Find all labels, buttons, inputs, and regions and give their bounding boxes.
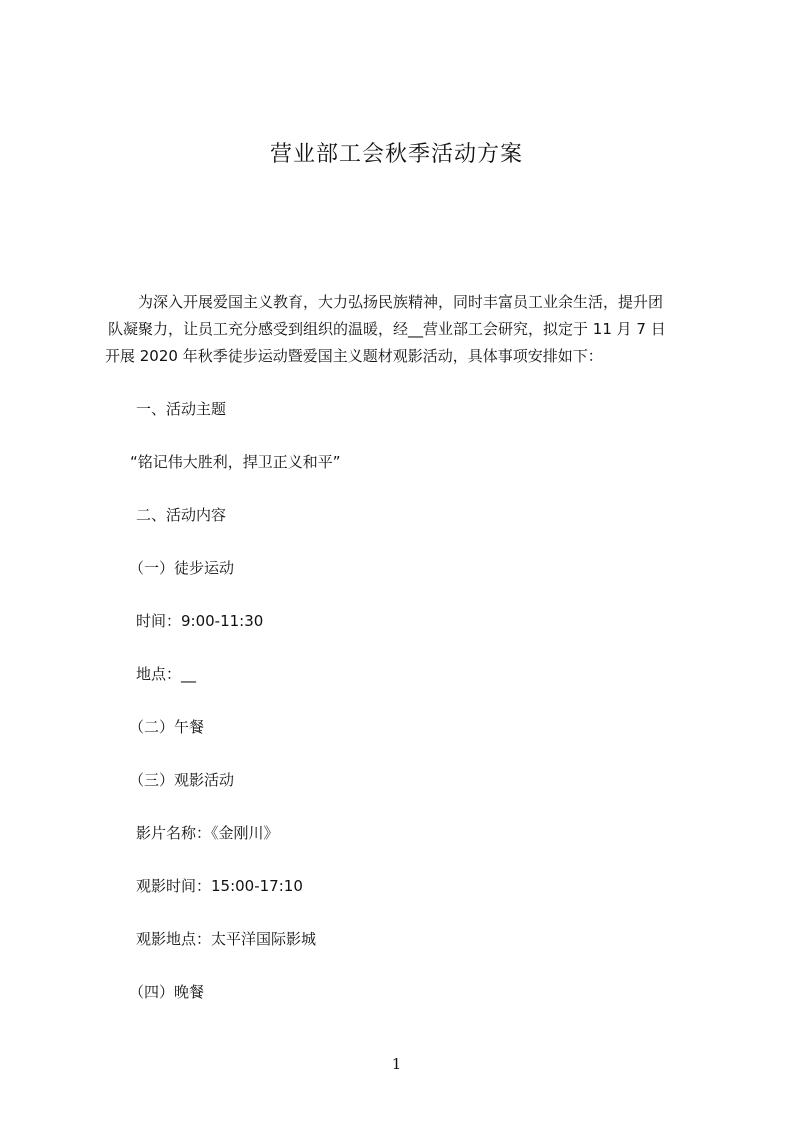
page-number: 1 bbox=[391, 1055, 402, 1073]
film-name: 影片名称：《金刚川》 bbox=[136, 824, 279, 842]
subheading-lunch: （二）午餐 bbox=[129, 718, 205, 736]
walk-time: 时间：9:00-11:30 bbox=[136, 612, 264, 630]
film-place: 观影地点：太平洋国际影城 bbox=[136, 930, 317, 948]
subheading-dinner: （四）晚餐 bbox=[129, 983, 205, 1001]
intro-line: 为深入开展爱国主义教育，大力弘扬民族精神，同时丰富员工业余生活，提升团 bbox=[138, 293, 664, 311]
section-heading-theme: 一、活动主题 bbox=[136, 400, 227, 418]
theme-text: “铭记伟大胜利，捍卫正义和平” bbox=[130, 453, 341, 471]
walk-place: 地点：__ bbox=[136, 665, 197, 683]
section-heading-content: 二、活动内容 bbox=[136, 506, 227, 524]
subheading-movie: （三）观影活动 bbox=[129, 771, 235, 789]
document-title: 营业部工会秋季活动方案 bbox=[269, 142, 523, 167]
film-time: 观影时间：15:00-17:10 bbox=[136, 877, 303, 895]
intro-line: 队凝聚力，让员工充分感受到组织的温暖，经__营业部工会研究，拟定于 11 月 7 日 bbox=[108, 320, 666, 338]
subheading-walking: （一）徒步运动 bbox=[129, 559, 235, 577]
intro-line: 开展 2020 年秋季徒步运动暨爱国主义题材观影活动，具体事项安排如下： bbox=[105, 347, 603, 365]
